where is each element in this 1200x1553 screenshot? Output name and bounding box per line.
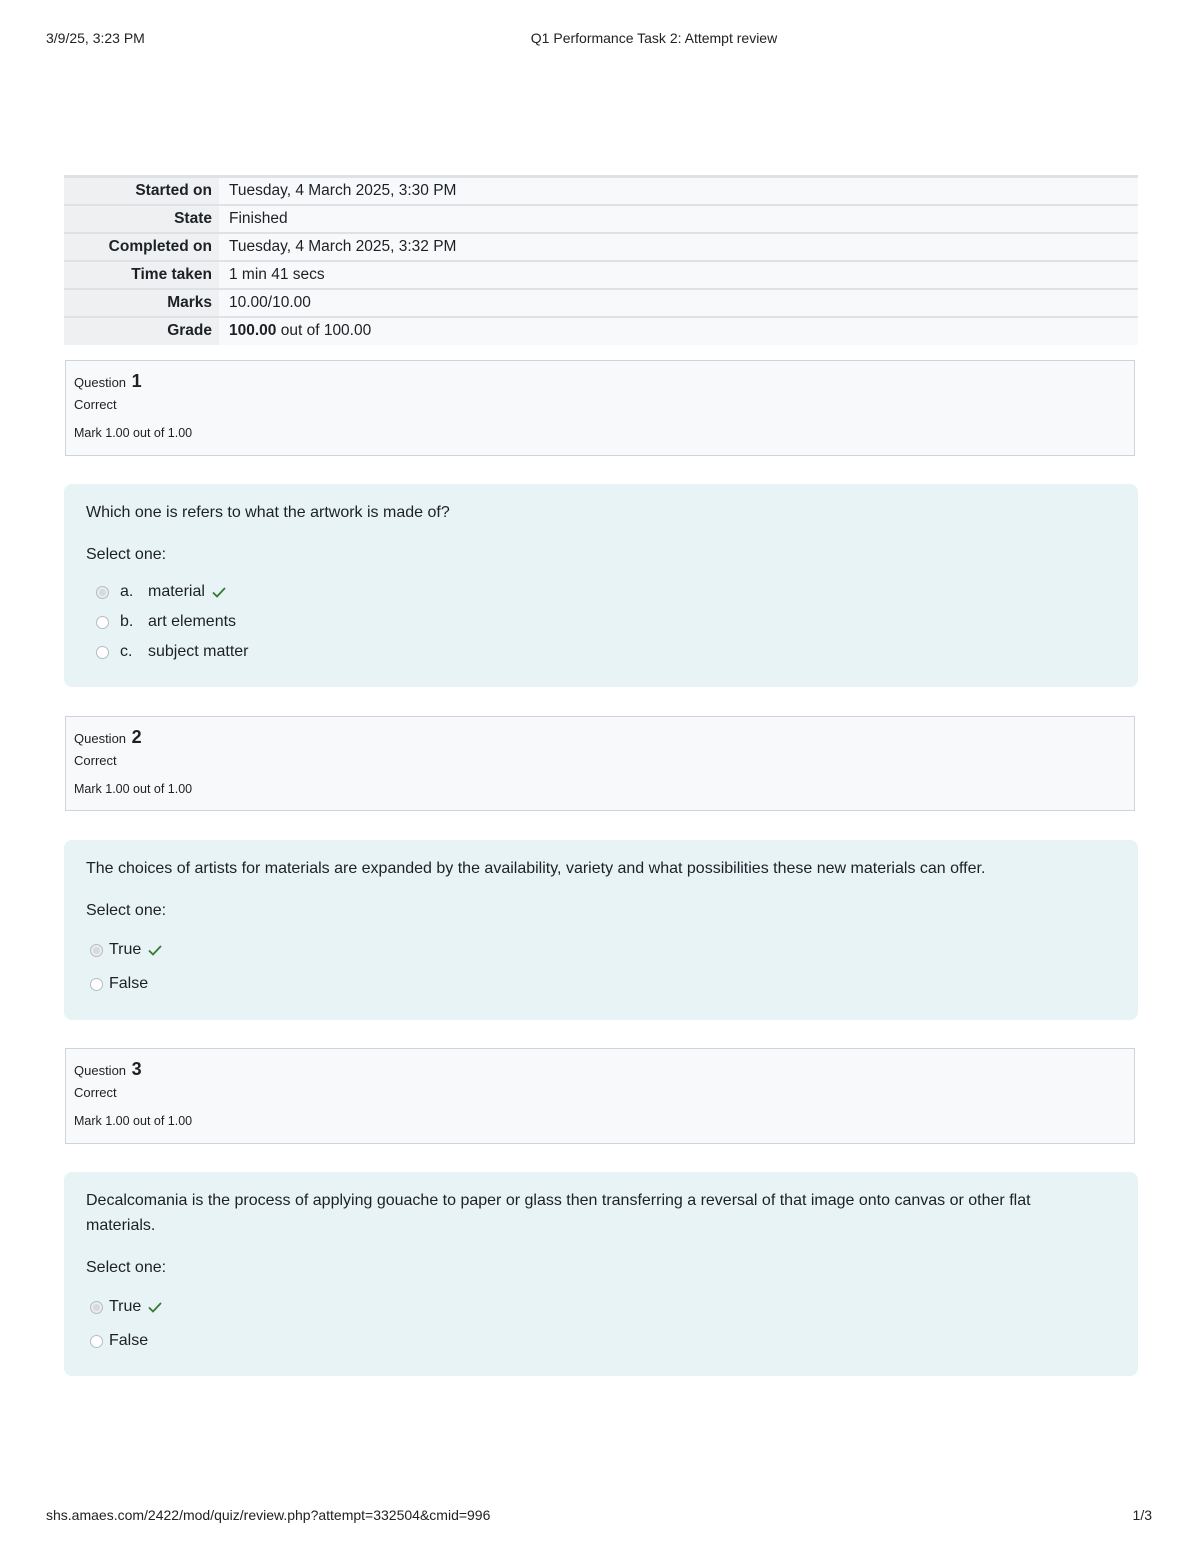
option-text: False <box>109 975 149 992</box>
question-content <box>64 840 1138 1020</box>
answer-option[interactable] <box>86 637 1116 667</box>
correct-check-icon <box>147 1299 163 1315</box>
radio-button[interactable] <box>90 1301 103 1314</box>
question-number <box>74 371 1126 392</box>
question-info <box>65 716 1135 811</box>
print-page-title: Q1 Performance Task 2: Attempt review <box>530 30 778 46</box>
answer-option[interactable] <box>86 1324 1116 1358</box>
question-label: Question <box>74 375 127 390</box>
answer-option[interactable] <box>86 933 1116 967</box>
option-letter: c. <box>120 643 133 660</box>
grade-outof: out of 100.00 <box>280 322 372 339</box>
attempt-summary-table <box>64 175 1138 345</box>
summary-label: Marks <box>64 289 219 317</box>
option-text: subject matter <box>148 643 249 660</box>
question-label: Question <box>74 1063 127 1078</box>
summary-value: Finished <box>219 205 1138 233</box>
option-text: False <box>109 1332 149 1349</box>
summary-value <box>219 317 1138 345</box>
summary-row <box>64 317 1138 345</box>
question-mark: Mark 1.00 out of 1.00 <box>74 782 193 796</box>
summary-value: Tuesday, 4 March 2025, 3:30 PM <box>219 177 1138 205</box>
summary-label: State <box>64 205 219 233</box>
summary-row <box>64 261 1138 289</box>
print-datetime: 3/9/25, 3:23 PM <box>46 30 145 46</box>
summary-label: Started on <box>64 177 219 205</box>
summary-value: Tuesday, 4 March 2025, 3:32 PM <box>219 233 1138 261</box>
option-letter: b. <box>120 613 134 630</box>
question-number <box>74 1059 1126 1080</box>
answer-options <box>86 933 1116 1001</box>
answer-options <box>86 1290 1116 1358</box>
correct-check-icon <box>147 942 163 958</box>
radio-button[interactable] <box>90 978 103 991</box>
question-number-value: 2 <box>131 727 142 747</box>
radio-button[interactable] <box>96 646 109 659</box>
question-text: The choices of artists for materials are expanded by the availability, variety and what possibilities these new materials can offer. <box>86 860 986 877</box>
question-text: Decalcomania is the process of applying gouache to paper or glass then transferring a reversal of that image onto canvas or other flat materials. <box>86 1192 1031 1234</box>
print-footer <box>46 1507 1152 1527</box>
summary-label: Time taken <box>64 261 219 289</box>
select-prompt: Select one: <box>86 1259 167 1276</box>
answer-option[interactable] <box>86 607 1116 637</box>
summary-label: Completed on <box>64 233 219 261</box>
print-url[interactable]: shs.amaes.com/2422/mod/quiz/review.php?attempt=332504&cmid=996 <box>46 1507 491 1523</box>
answer-option[interactable] <box>86 967 1116 1001</box>
correct-check-icon <box>211 584 227 600</box>
question-state: Correct <box>74 1085 117 1100</box>
summary-row <box>64 177 1138 205</box>
answer-option[interactable] <box>86 577 1116 607</box>
grade-score: 100.00 <box>229 322 277 339</box>
question-state: Correct <box>74 753 117 768</box>
answer-options <box>86 577 1116 667</box>
select-prompt: Select one: <box>86 546 167 563</box>
summary-row <box>64 233 1138 261</box>
question-info <box>65 1048 1135 1144</box>
question-label: Question <box>74 731 127 746</box>
option-letter: a. <box>120 583 134 600</box>
select-prompt: Select one: <box>86 902 167 919</box>
radio-button[interactable] <box>90 944 103 957</box>
question-mark: Mark 1.00 out of 1.00 <box>74 426 193 440</box>
question-state: Correct <box>74 397 117 412</box>
summary-value: 10.00/10.00 <box>219 289 1138 317</box>
radio-button[interactable] <box>96 616 109 629</box>
option-text: True <box>109 1298 142 1315</box>
option-text: True <box>109 941 142 958</box>
question-content <box>64 484 1138 687</box>
question-number-value: 3 <box>131 1059 142 1079</box>
question-number-value: 1 <box>131 371 142 391</box>
option-text: material <box>148 583 205 600</box>
print-page-number: 1/3 <box>1132 1507 1152 1523</box>
summary-row <box>64 205 1138 233</box>
question-text: Which one is refers to what the artwork is made of? <box>86 504 450 521</box>
summary-label: Grade <box>64 317 219 345</box>
summary-value: 1 min 41 secs <box>219 261 1138 289</box>
radio-button[interactable] <box>96 586 109 599</box>
option-text: art elements <box>148 613 237 630</box>
answer-option[interactable] <box>86 1290 1116 1324</box>
question-number <box>74 727 1126 748</box>
question-mark: Mark 1.00 out of 1.00 <box>74 1114 193 1128</box>
question-info <box>65 360 1135 456</box>
summary-row <box>64 289 1138 317</box>
print-header <box>46 30 1152 50</box>
question-content <box>64 1172 1138 1376</box>
radio-button[interactable] <box>90 1335 103 1348</box>
